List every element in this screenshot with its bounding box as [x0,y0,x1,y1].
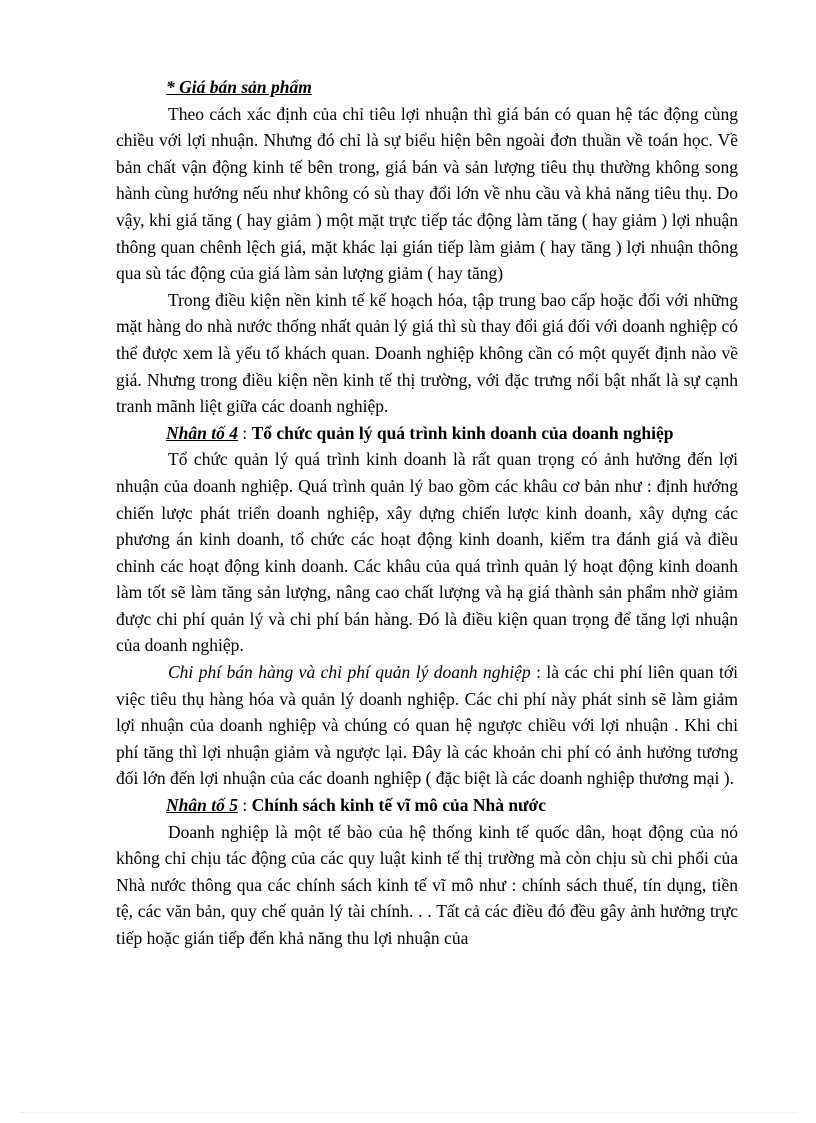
factor-5-heading [116,792,738,819]
section-price-title: * Giá bán sản phẩm [166,77,312,97]
factor-4-heading [116,420,738,447]
document-page [116,74,738,952]
paragraph-factor-5-1: Doanh nghiệp là một tế bào của hệ thống kinh tế quốc dân, hoạt động của nó không chỉ chịu tác động của các quy luật kinh tế thị trường mà còn chịu sù chi phối của Nhà nước thông qua các chính sách kinh tế vĩ mô như : chính sách thuế, tín dụng, tiền tệ, các văn bản, quy chế quản lý tài chính. . . Tất cả các điều đó đều gây ảnh hưởng trực tiếp hoặc gián tiếp đến khả năng thu lợi nhuận của [116,821,738,948]
paragraph-factor-4-2 [116,659,738,792]
factor-5-title: Chính sách kinh tế vĩ mô của Nhà nước [251,795,547,816]
cost-term-description: : là các chi phí liên quan tới việc tiêu thụ hàng hóa và quản lý doanh nghiệp. Các chi phí này phát sinh sẽ làm giảm lợi nhuận của doanh nghiệp và chúng có quan hệ ngược chiều với lợi nhuận . Khi chi phí tăng thì lợi nhuận giảm và ngược lại. Đây là các khoản chi phí có ảnh hưởng tương đối lớn đến lợi nhuận của các doanh nghiệp ( đặc biệt là các doanh nghiệp thương mại ). [116,662,738,789]
factor-4-label: Nhân tố 4 [166,422,238,443]
factor-5-label: Nhân tố 5 [166,795,238,816]
page-bottom-divider [20,1112,796,1113]
cost-term-italic: Chi phí bán hàng và chi phí quản lý doanh nghiệp [168,662,531,683]
paragraph-factor-4-1: Tổ chức quản lý quá trình kinh doanh là rất quan trọng có ảnh hưởng đến lợi nhuận của doanh nghiệp. Quá trình quản lý bao gồm các khâu cơ bản như : định hướng chiến lược phát triển doanh nghiệp, xây dựng chiến lược kinh doanh, xây dựng các phương án kinh doanh, tổ chức các hoạt động kinh doanh, kiểm tra đánh giá và điều chỉnh các hoạt động kinh doanh. Các khâu của quá trình quản lý hoạt động kinh doanh làm tốt sẽ làm tăng sản lượng, nâng cao chất lượng và hạ giá thành sản phẩm nhờ giảm được chi phí quản lý và chi phí bán hàng. Đó là điều kiện quan trọng để tăng lợi nhuận của doanh nghiệp. [116,449,738,656]
factor-4-title: Tổ chức quản lý quá trình kinh doanh của doanh nghiệp [251,422,674,443]
paragraph-price-1: Theo cách xác định của chỉ tiêu lợi nhuận thì giá bán có quan hệ tác động cùng chiều với lợi nhuận. Nhưng đó chỉ là sự biểu hiện bên ngoài đơn thuần về toán học. Về bản chất vận động kinh tế bên trong, giá bán và sản lượng tiêu thụ thường không song hành cùng hướng nếu như không có sù thay đổi lớn về nhu cầu và khả năng tiêu thụ. Do vậy, khi giá tăng ( hay giảm ) một mặt trực tiếp tác động làm tăng ( hay giảm ) lợi nhuận thông quan chênh lệch giá, mặt khác lại gián tiếp làm giảm ( hay tăng ) lợi nhuận thông qua sù tác động của giá làm sản lượng giảm ( hay tăng) [116,103,738,284]
factor-4-colon: : [237,422,252,443]
factor-5-colon: : [237,795,252,816]
section-heading-price [116,74,738,101]
paragraph-price-2: Trong điều kiện nền kinh tế kế hoạch hóa, tập trung bao cấp hoặc đối với những mặt hàng do nhà nước thống nhất quản lý giá thì sù thay đổi giá đối với doanh nghiệp có thể được xem là yếu tố khách quan. Doanh nghiệp không cần có một quyết định nào về giá. Nhưng trong điều kiện nền kinh tế thị trường, với đặc trưng nổi bật nhất là sự cạnh tranh mãnh liệt giữa các doanh nghiệp. [116,289,738,417]
